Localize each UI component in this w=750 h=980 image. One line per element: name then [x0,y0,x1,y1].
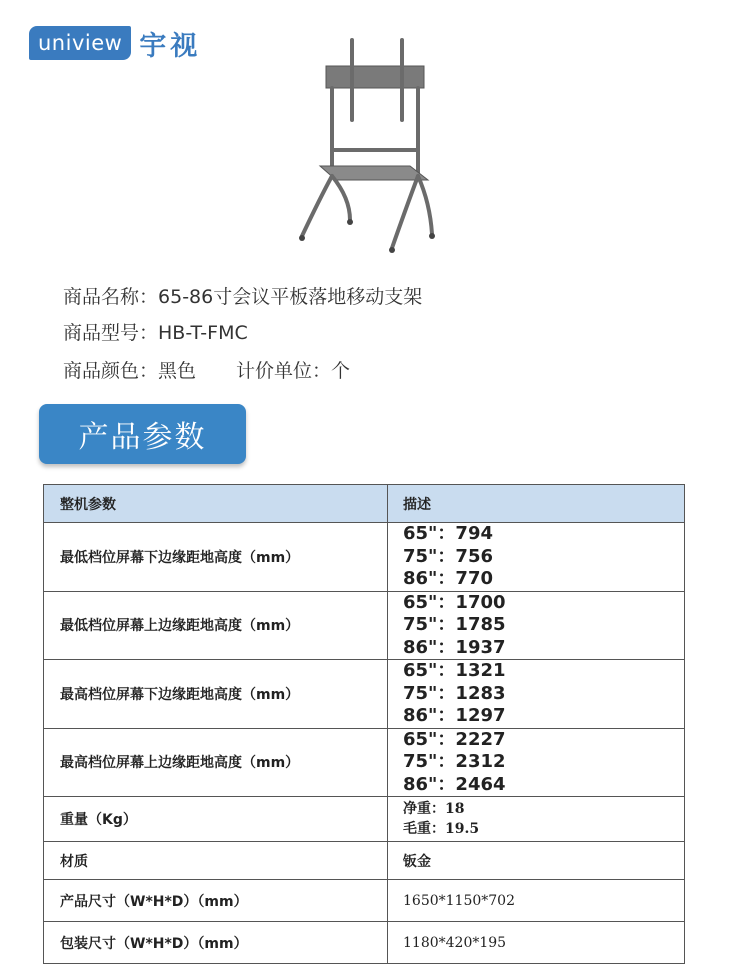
gross-weight: 毛重：19.5 [403,821,480,837]
table-header-row [44,485,685,523]
row-label: 最低档位屏幕下边缘距地高度（mm） [44,523,388,592]
pricing-unit-label: 计价单位： [236,360,332,382]
value-86: 86"：1937 [403,636,506,658]
product-color-value: 黑色 [158,360,197,382]
pricing-unit-value: 个 [331,360,351,382]
value-86: 86"：2464 [403,773,506,795]
row-values [388,728,685,797]
row-label: 最低档位屏幕上边缘距地高度（mm） [44,591,388,660]
table-row-material [44,842,685,880]
product-name-label: 商品名称： [63,286,159,308]
value-75: 75"：1785 [403,614,506,635]
product-name-line [63,282,422,309]
value-65: 65"：1321 [403,660,506,681]
table-row [44,728,685,797]
row-values [388,591,685,660]
table-row-package-size [44,922,685,964]
header-col-desc: 描述 [388,485,685,523]
value-75: 75"：2312 [403,751,506,772]
value-75: 75"：756 [403,545,493,567]
product-size-value: 1650*1150*702 [388,880,685,922]
table-row-weight [44,797,685,842]
logo-chinese-text: 宇视 [139,30,202,62]
table-row [44,660,685,729]
header-col-params: 整机参数 [44,485,388,523]
spec-table [43,484,685,964]
net-weight: 净重：18 [403,801,465,817]
row-values [388,523,685,592]
value-75: 75"：1283 [403,682,506,704]
weight-label: 重量（Kg） [44,797,388,842]
value-65: 65"：794 [403,523,493,544]
material-label: 材质 [44,842,388,880]
product-model-value: HB-T-FMC [158,322,248,344]
product-model-label: 商品型号： [63,322,159,344]
brand-logo [29,25,201,61]
value-65: 65"：1700 [403,591,506,613]
product-model-line [63,318,248,345]
weight-values [388,797,685,842]
product-color-line [63,356,350,383]
table-row [44,523,685,592]
row-label: 最高档位屏幕下边缘距地高度（mm） [44,660,388,729]
product-image [290,38,450,258]
product-name-value: 65-86寸会议平板落地移动支架 [158,286,423,308]
package-size-value: 1180*420*195 [388,922,685,964]
material-value: 钣金 [388,842,685,880]
value-86: 86"：1297 [403,705,506,726]
value-65: 65"：2227 [403,728,506,750]
logo-badge: uniview [29,26,131,60]
value-86: 86"：770 [403,568,493,589]
package-size-label: 包装尺寸（W*H*D）（mm） [44,922,388,964]
row-label: 最高档位屏幕上边缘距地高度（mm） [44,728,388,797]
product-size-label: 产品尺寸（W*H*D）（mm） [44,880,388,922]
row-values [388,660,685,729]
table-row [44,591,685,660]
product-color-label: 商品颜色： [63,360,159,382]
table-row-product-size [44,880,685,922]
section-title-tab: 产品参数 [39,404,246,464]
